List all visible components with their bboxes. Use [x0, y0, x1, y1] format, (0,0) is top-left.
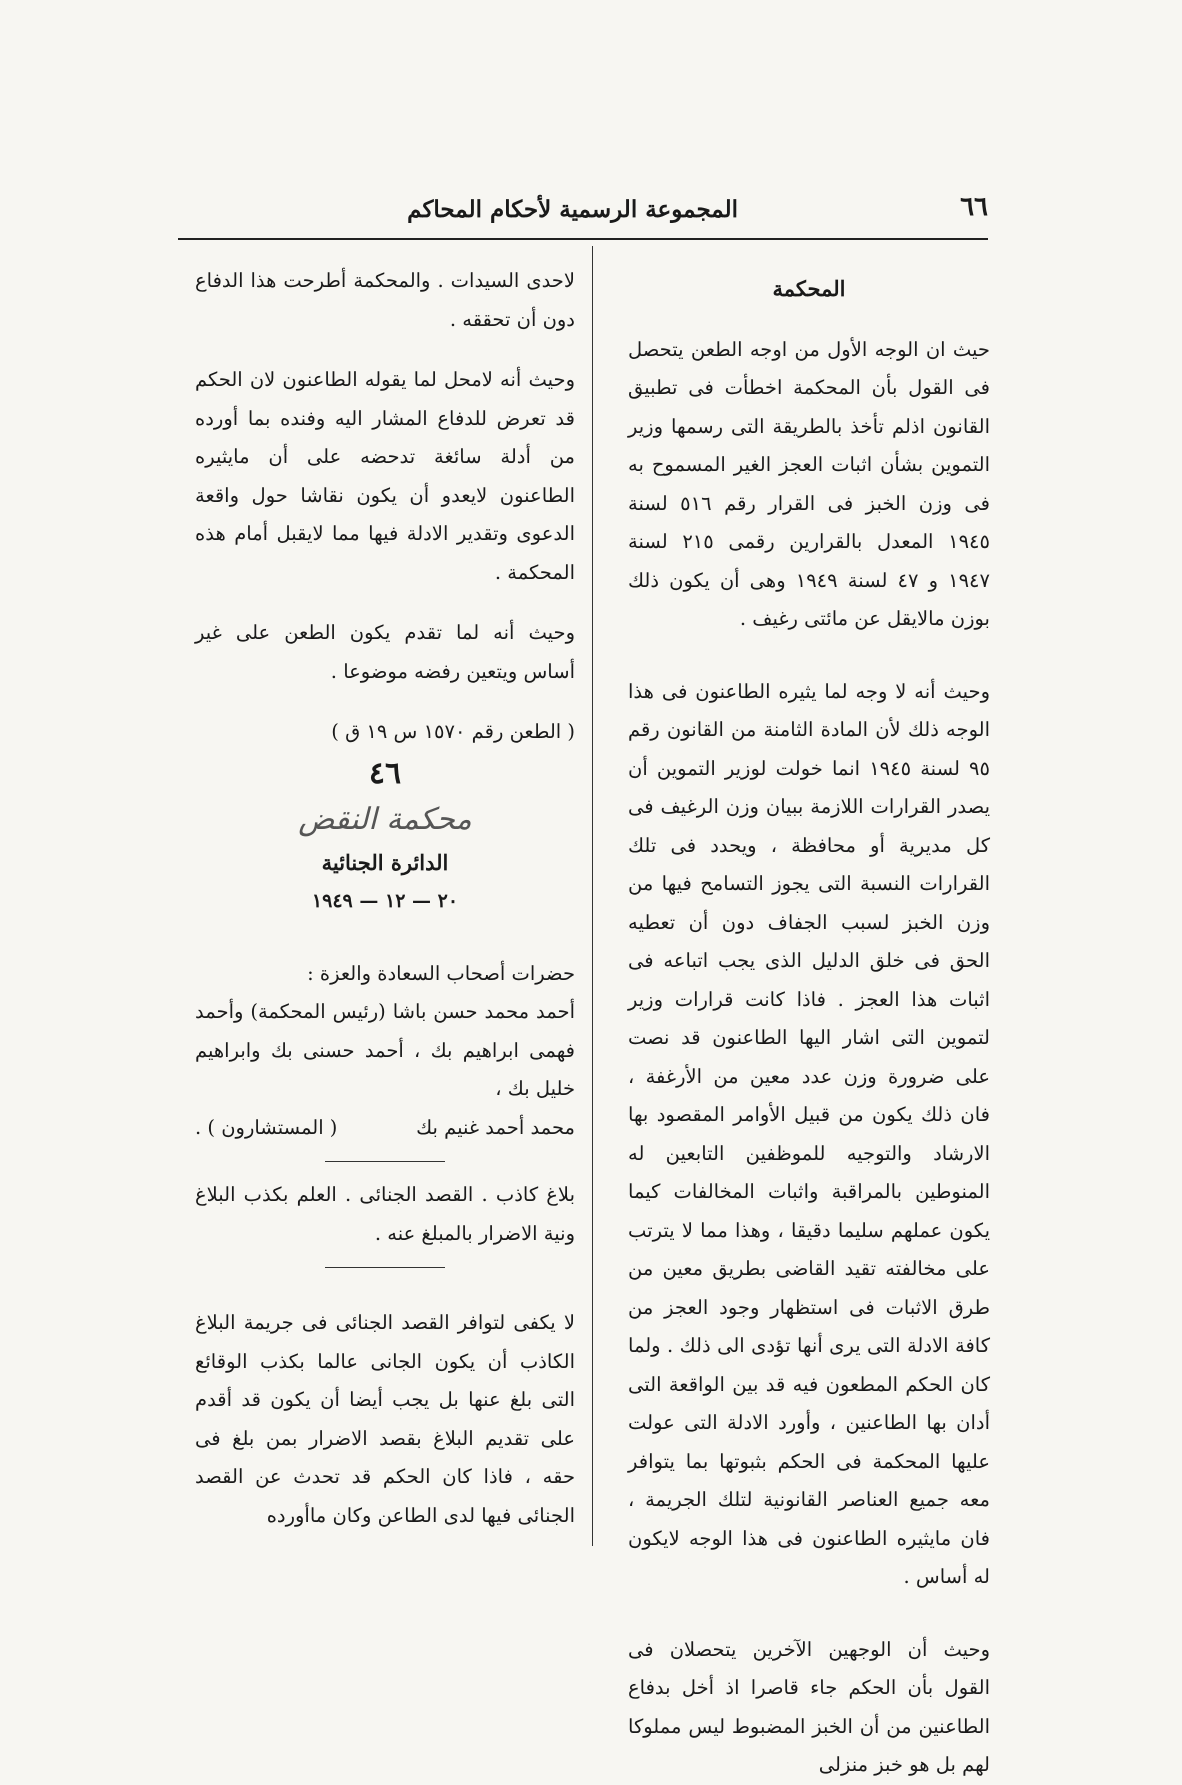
- case-number: ٤٦: [368, 755, 402, 791]
- column-divider: [592, 246, 593, 1546]
- circuit-name: الدائرة الجنائية: [321, 849, 449, 875]
- separator-rule: [325, 1267, 445, 1268]
- court-name: محكمة النقض: [298, 801, 472, 837]
- paragraph: وحيث أنه لامحل لما يقوله الطاعنون لان الحكم قد تعرض للدفاع المشار اليه وفنده بما أورده من أدلة سائغة تدحضه على أن مايثيره الطاعنون لايعدو أن يكون نقاشا حول واقعة الدعوى وتقدير الادلة فيها مما لايقبل أمام هذه المحكمة .: [195, 368, 575, 584]
- header-rule: [178, 238, 988, 240]
- page-number: ٦٦: [960, 192, 988, 222]
- judge-name: محمد أحمد غنيم بك: [416, 1115, 575, 1139]
- section-heading: المحكمة: [772, 276, 846, 301]
- running-title: المجموعة الرسمية لأحكام المحاكم: [407, 196, 738, 223]
- left-column: [195, 262, 575, 1535]
- presence-intro: حضرات أصحاب السعادة والعزة :: [307, 961, 575, 985]
- judgment-date: ٢٠ — ١٢ — ١٩٤٩: [311, 890, 459, 912]
- judges-role: ( المستشارون ) .: [195, 1115, 338, 1139]
- separator-rule: [325, 1161, 445, 1162]
- paragraph: حيث ان الوجه الأول من اوجه الطعن يتحصل فى القول بأن المحكمة اخطأت فى تطبيق القانون اذلم تأخذ بالطريقة التى رسمها وزير التموين بشأن اثبات العجز الغير المسموح به فى وزن الخبز فى القرار رقم ٥١٦ لسنة ١٩٤٥ المعدل بالقرارين رقمى ٢١٥ لسنة ١٩٤٧ و ٤٧ لسنة ١٩٤٩ وهى أن يكون ذلك بوزن مالايقل عن مائتى رغيف .: [628, 337, 990, 630]
- right-column: [628, 270, 990, 1785]
- appeal-reference: ( الطعن رقم ١٥٧٠ س ١٩ ق ): [331, 720, 575, 743]
- judges-list: أحمد محمد حسن باشا (رئيس المحكمة) وأحمد فهمى ابراهيم بك ، أحمد حسنى بك وابراهيم خليل بك ،: [195, 1000, 575, 1100]
- paragraph: لاحدى السيدات . والمحكمة أطرحت هذا الدفاع دون أن تحققه .: [195, 269, 575, 331]
- keywords: بلاغ كاذب . القصد الجنائى . العلم بكذب البلاغ ونية الاضرار بالمبلغ عنه .: [195, 1183, 575, 1245]
- legal-principle: لا يكفى لتوافر القصد الجنائى فى جريمة البلاغ الكاذب أن يكون الجانى عالما بكذب الوقائع التى بلغ عنها بل يجب أيضا أن يكون قد أقدم على تقديم البلاغ بقصد الاضرار بمن بلغ فى حقه ، فاذا كان الحكم قد تحدث عن القصد الجنائى فيها لدى الطاعن وكان ماأورده: [195, 1311, 575, 1527]
- judges-last-line: [195, 1109, 575, 1148]
- paragraph: وحيث أن الوجهين الآخرين يتحصلان فى القول بأن الحكم جاء قاصرا اذ أخل بدفاع الطاعنين من أن الخبز المضبوط ليس مملوكا لهم بل هو خبز منزلى: [628, 1637, 990, 1776]
- page-header: [180, 192, 988, 232]
- paragraph: وحيث أنه لما تقدم يكون الطعن على غير أساس ويتعين رفضه موضوعا .: [195, 621, 575, 683]
- paragraph: وحيث أنه لا وجه لما يثيره الطاعنون فى هذا الوجه ذلك لأن المادة الثامنة من القانون رقم ٩٥ لسنة ١٩٤٥ انما خولت لوزير التموين أن يصدر القرارات اللازمة ببيان وزن الرغيف فى كل مديرية أو محافظة ، ويحدد فى تلك القرارات النسبة التى يجوز التسامح فيها من وزن الخبز لسبب الجفاف دون أن تعطيه الحق فى خلق الدليل الذى يجب اتباعه فى اثبات هذا العجز . فاذا كانت قرارات وزير لتموين التى اشار اليها الطاعنون قد نصت على ضرورة وزن عدد معين من الأرغفة ، فان ذلك يكون من قبيل الأوامر المقصود بها الارشاد والتوجيه للموظفين التابعين له المنوطين بالمراقبة واثبات المخالفات كيما يكون عملهم سليما دقيقا ، وهذا مما لا يترتب على مخالفته تقيد القاضى بطريق معين من طرق الاثبات فى استظهار وجود العجز من كافة الادلة التى يرى أنها تؤدى الى ذلك . ولما كان الحكم المطعون فيه قد بين الواقعة التى أدان بها الطاعنين ، وأورد الادلة التى عولت عليها المحكمة فى الحكم بثبوتها بما يتوافر معه جميع العناصر القانونية لتلك الجريمة ، فان مايثيره الطاعنون فى هذا الوجه لايكون له أساس .: [628, 679, 990, 1588]
